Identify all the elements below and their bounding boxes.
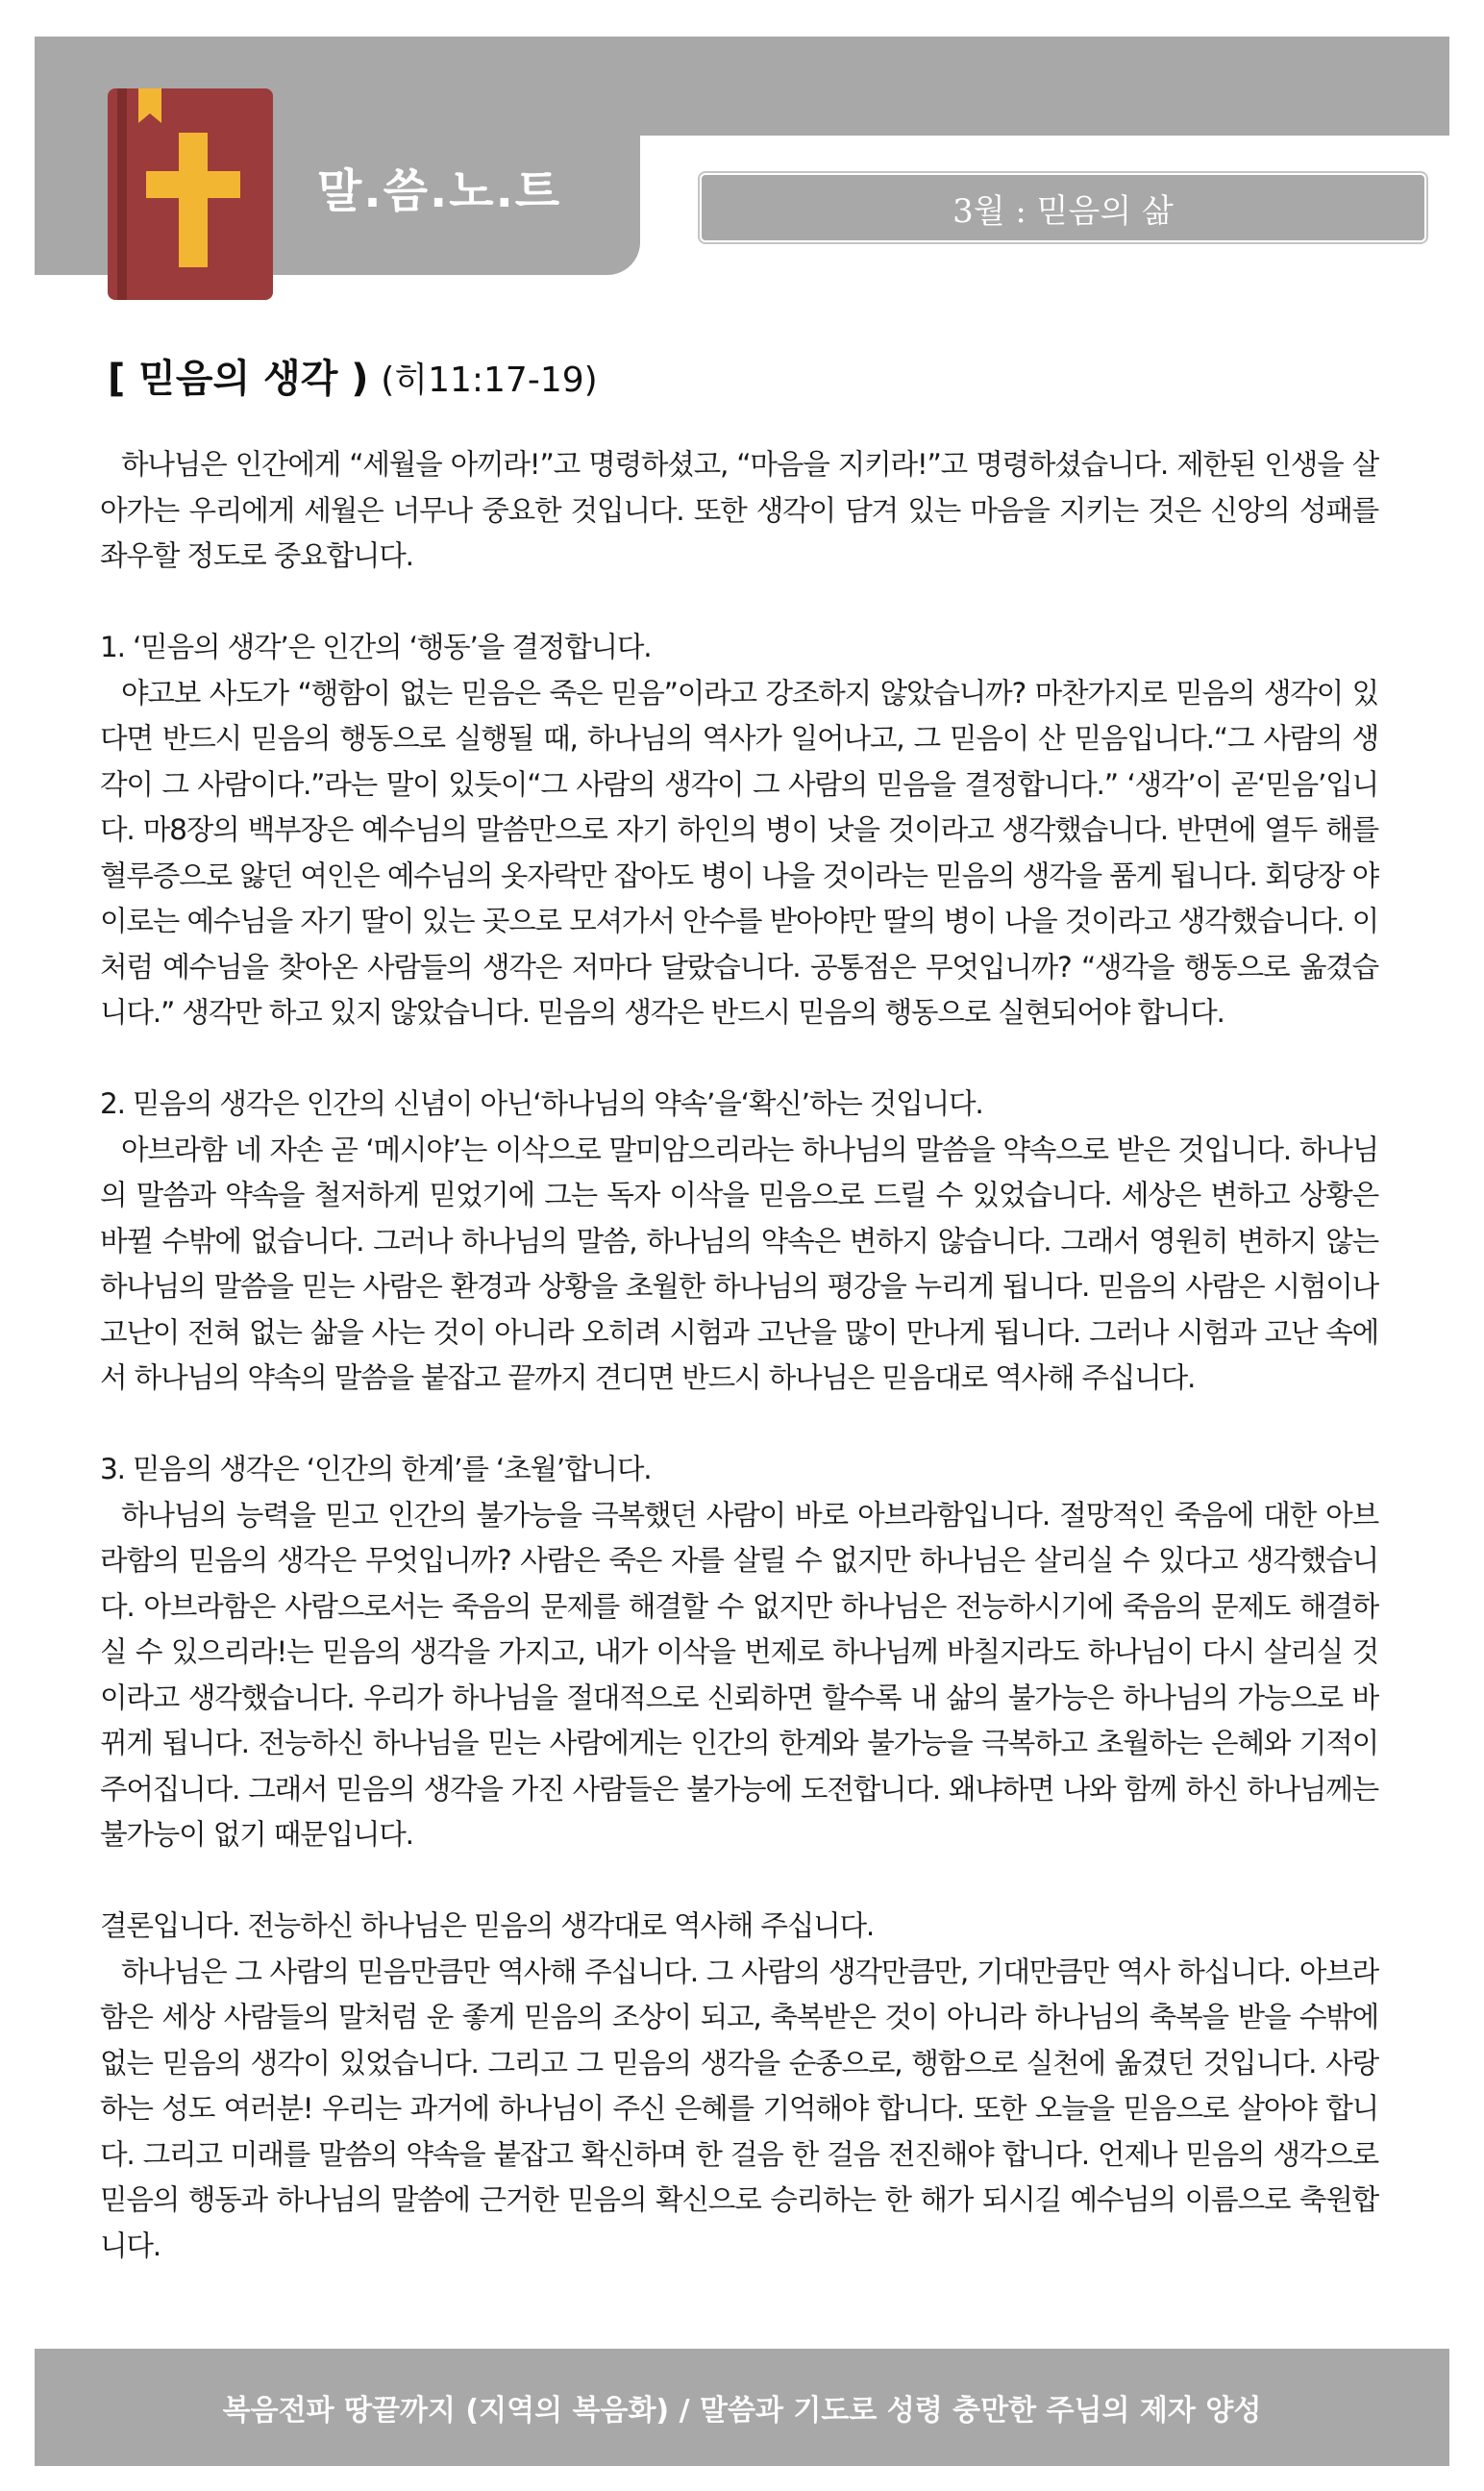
month-theme-box [700,173,1426,242]
footer-banner [35,2349,1449,2466]
month-theme-label: 3월 : 믿음의 삶 [952,191,1174,231]
point-3-title: 3. 믿음의 생각은 ‘인간의 한계’를 ‘초월’합니다. [100,1453,652,1485]
intro-paragraph: 하나님은 인간에게 “세월을 아끼라!”고 명령하셨고, “마음을 지키라!”고 명령하셨습니다. 제한된 인생을 살아가는 우리에게 세월은 너무나 중요한 것입니다. 또한 생각이 담겨 있는 마음을 지키는 것은 신앙의 성패를 좌우할 정도로 중요합니다. [100,448,1378,572]
conclusion-body: 하나님은 그 사람의 믿음만큼만 역사해 주십니다. 그 사람의 생각만큼만, 기대만큼만 역사 하십니다. 아브라함은 세상 사람들의 말처럼 운 좋게 믿음의 조상이 되고, 축복받은 것이 아니라 하나님의 축복을 받을 수밖에 없는 믿음의 생각이 있었습니다. 그리고 그 믿음의 생각을 순종으로, 행함으로 실천에 옮겼던 것입니다. 사랑하는 성도 여러분! 우리는 과거에 하나님이 주신 은혜를 기억해야 합니다. 또한 오늘을 믿음으로 살아야 합니다. 그리고 미래를 말씀의 약속을 붙잡고 확신하며 한 걸음 한 걸음 전진해야 합니다. 언제나 믿음의 생각으로 믿음의 행동과 하나님의 말씀에 근거한 믿음의 확신으로 승리하는 한 해가 되시길 예수님의 이름으로 축원합니다. [100,1955,1378,2262]
point-3-body: 하나님의 능력을 믿고 인간의 불가능을 극복했던 사람이 바로 아브라함입니다. 절망적인 죽음에 대한 아브라함의 믿음의 생각은 무엇입니까? 사람은 죽은 자를 살릴 수 없지만 하나님은 살리실 수 있다고 생각했습니다. 아브라함은 사람으로서는 죽음의 문제를 해결할 수 없지만 하나님은 전능하시기에 죽음의 문제도 해결하실 수 있으리라!는 믿음의 생각을 가지고, 내가 이삭을 번제로 하나님께 바칠지라도 하나님이 다시 살리실 것이라고 생각했습니다. 우리가 하나님을 절대적으로 신뢰하면 할수록 내 삶의 불가능은 하나님의 가능으로 바뀌게 됩니다. 전능하신 하나님을 믿는 사람에게는 인간의 한계와 불가능을 극복하고 초월하는 은혜와 기적이 주어집니다. 그래서 믿음의 생각을 가진 사람들은 불가능에 도전합니다. 왜냐하면 나와 함께 하신 하나님께는 불가능이 없기 때문입니다. [100,1498,1378,1851]
point-1-title: 1. ‘믿음의 생각’은 인간의 ‘행동’을 결정합니다. [100,631,652,663]
brand-title: 말.씀.노.트 [317,164,562,218]
sermon-heading [108,348,598,403]
point-1-body: 야고보 사도가 “행함이 없는 믿음은 죽은 믿음”이라고 강조하지 않았습니까? 마찬가지로 믿음의 생각이 있다면 반드시 믿음의 행동으로 실행될 때, 하나님의 역사가 일어나고, 그 믿음이 산 믿음입니다.“그 사람의 생각이 그 사람이다.”라는 말이 있듯이“그 사람의 생각이 그 사람의 믿음을 결정합니다.” ‘생각’이 곧‘믿음’입니다. 마8장의 백부장은 예수님의 말씀만으로 자기 하인의 병이 낫을 것이라고 생각했습니다. 반면에 열두 해를 혈루증으로 앓던 여인은 예수님의 옷자락만 잡아도 병이 나을 것이라는 믿음의 생각을 품게 됩니다. 회당장 야이로는 예수님을 자기 딸이 있는 곳으로 모셔가서 안수를 받아야만 딸의 병이 나을 것이라고 생각했습니다. 이처럼 예수님을 찾아온 사람들의 생각은 저마다 달랐습니다. 공통점은 무엇입니까? “생각을 행동으로 옮겼습니다.” 생각만 하고 있지 않았습니다. 믿음의 생각은 반드시 믿음의 행동으로 실현되어야 합니다. [100,676,1378,1029]
scripture-reference: (히11:17-19) [381,361,598,400]
conclusion-title: 결론입니다. 전능하신 하나님은 믿음의 생각대로 역사해 주십니다. [100,1909,875,1942]
bible-icon [108,88,273,300]
point-2-title: 2. 믿음의 생각은 인간의 신념이 아닌‘하나님의 약속’을‘확신’하는 것입니다. [100,1087,983,1120]
sermon-title: [ 믿음의 생각 ) [108,357,369,401]
church-motto: 복음전파 땅끝까지 (지역의 복음화) / 말씀과 기도로 성령 충만한 주님의 제자 양성 [222,2394,1262,2428]
sermon-body [100,442,1378,2269]
point-2-body: 아브라함 네 자손 곧 ‘메시야’는 이삭으로 말미암으리라는 하나님의 말씀을 약속으로 받은 것입니다. 하나님의 말씀과 약속을 철저하게 믿었기에 그는 독자 이삭을 믿음으로 드릴 수 있었습니다. 세상은 변하고 상황은 바뀔 수밖에 없습니다. 그러나 하나님의 말씀, 하나님의 약속은 변하지 않습니다. 그래서 영원히 변하지 않는 하나님의 말씀을 믿는 사람은 환경과 상황을 초월한 하나님의 평강을 누리게 됩니다. 믿음의 사람은 시험이나 고난이 전혀 없는 삶을 사는 것이 아니라 오히려 시험과 고난을 많이 만나게 됩니다. 그러나 시험과 고난 속에서 하나님의 약속의 말씀을 붙잡고 끝까지 견디면 반드시 하나님은 믿음대로 역사해 주십니다. [100,1133,1378,1394]
